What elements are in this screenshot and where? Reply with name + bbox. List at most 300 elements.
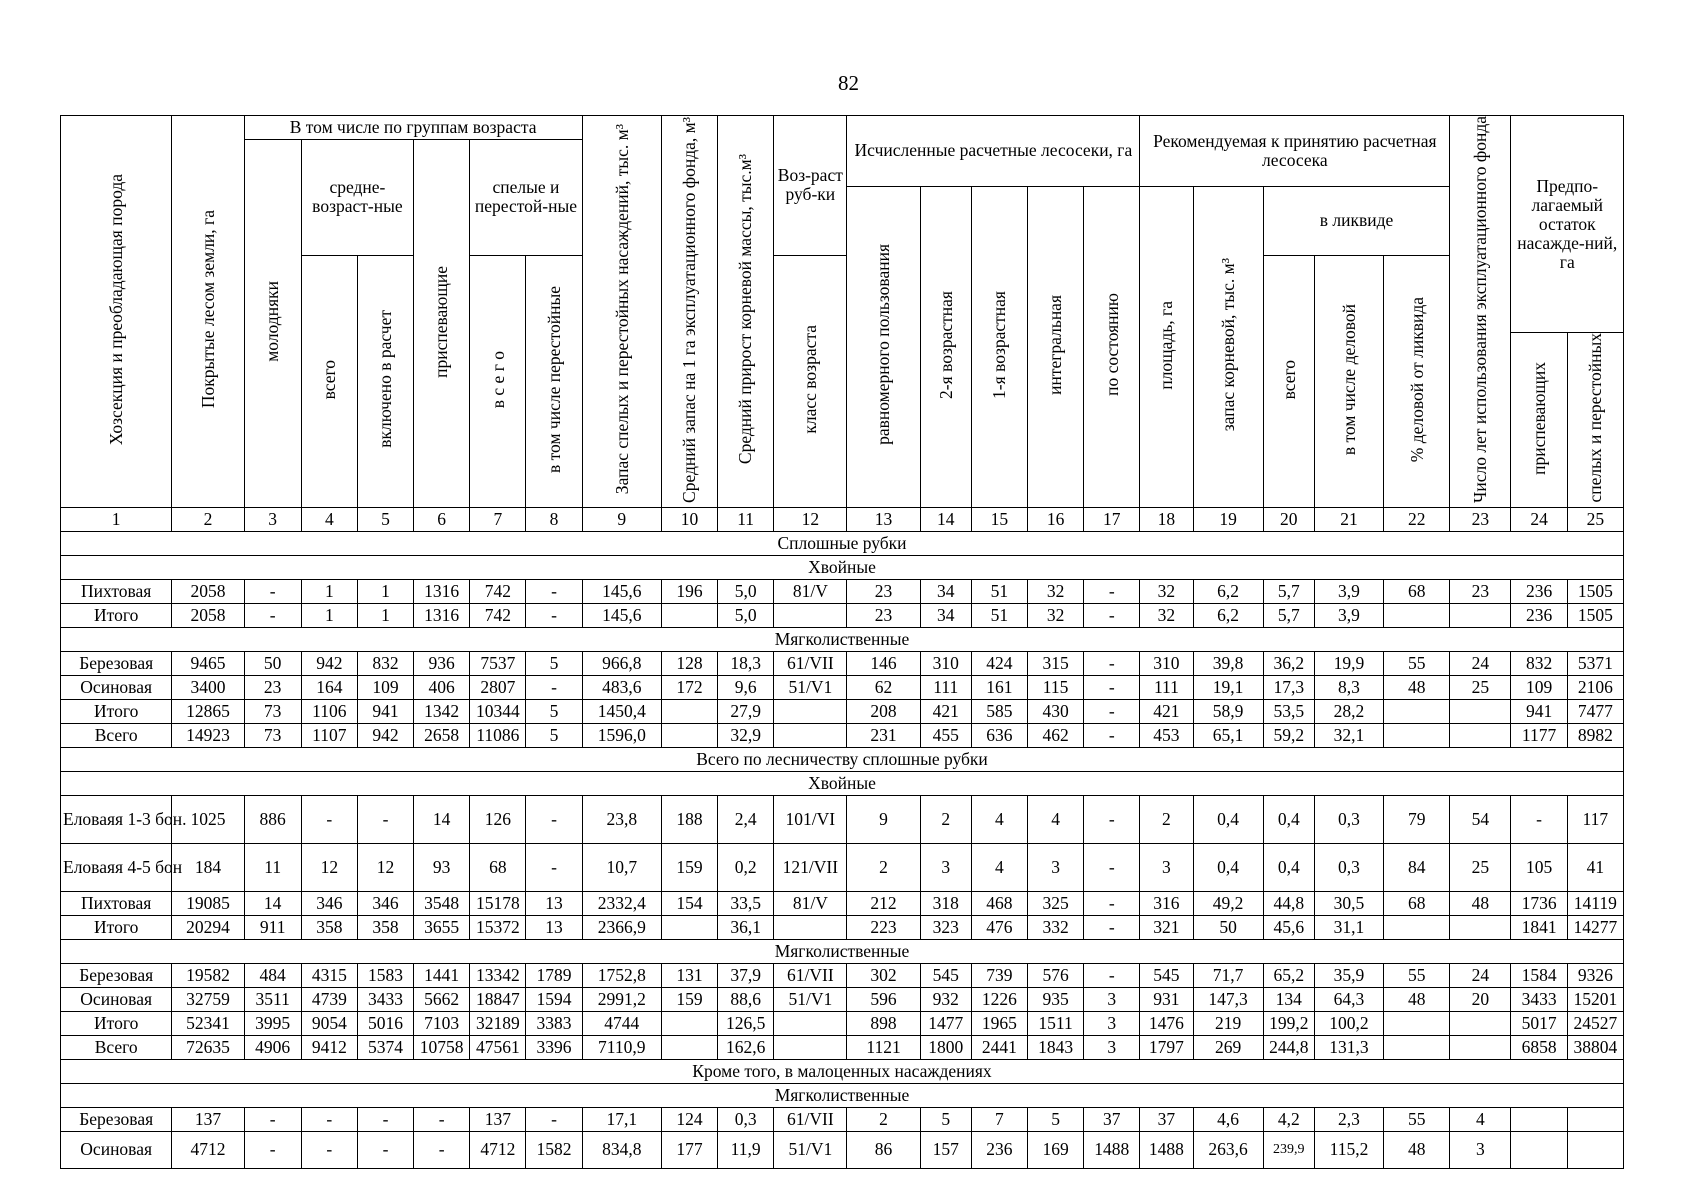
- table-cell: 1106: [301, 699, 357, 723]
- table-cell: 1342: [414, 699, 470, 723]
- table-cell: 50: [244, 651, 301, 675]
- table-cell: -: [1084, 603, 1140, 627]
- table-cell: 3: [1027, 843, 1083, 891]
- header-remaining: Предпо-лагаемый остаток насажде-ний, га: [1511, 116, 1624, 333]
- row-label: Осиновая: [61, 987, 172, 1011]
- table-cell: 9465: [172, 651, 244, 675]
- table-cell: 23,8: [582, 795, 661, 843]
- table-cell: 1505: [1567, 603, 1623, 627]
- row-label: Осиновая: [61, 675, 172, 699]
- table-cell: 484: [244, 963, 301, 987]
- table-cell: 55: [1384, 651, 1450, 675]
- table-cell: -: [301, 1131, 357, 1168]
- table-cell: 38804: [1567, 1035, 1623, 1059]
- table-header: [61, 116, 1624, 532]
- header-col-7: в с е г о: [470, 255, 526, 507]
- table-cell: 79: [1384, 795, 1450, 843]
- table-cell: 321: [1140, 915, 1193, 939]
- header-col-23: Число лет использования эксплуатационного фонда: [1450, 116, 1511, 508]
- table-cell: 9,6: [718, 675, 774, 699]
- row-label: Пихтовая: [61, 891, 172, 915]
- table-cell: 3433: [357, 987, 413, 1011]
- table-cell: 15201: [1567, 987, 1623, 1011]
- col-number: 8: [526, 507, 582, 531]
- table-cell: 545: [1140, 963, 1193, 987]
- table-cell: 34: [920, 579, 971, 603]
- table-cell: 157: [920, 1131, 971, 1168]
- col-number: 9: [582, 507, 661, 531]
- table-cell: 18847: [470, 987, 526, 1011]
- table-cell: 3: [920, 843, 971, 891]
- table-row: [61, 915, 1624, 939]
- table-cell: 332: [1027, 915, 1083, 939]
- table-cell: [1450, 723, 1511, 747]
- table-cell: [1384, 603, 1450, 627]
- table-cell: -: [1084, 579, 1140, 603]
- table-cell: 81/V: [774, 579, 847, 603]
- table-cell: 14: [244, 891, 301, 915]
- table-cell: 115,2: [1314, 1131, 1383, 1168]
- table-cell: [661, 723, 717, 747]
- page-number: 82: [838, 71, 859, 95]
- table-cell: 636: [971, 723, 1027, 747]
- table-cell: [1384, 723, 1450, 747]
- col-number: 14: [920, 507, 971, 531]
- header-age-groups: В том числе по группам возраста: [244, 116, 582, 140]
- col-number: 25: [1567, 507, 1623, 531]
- table-cell: 61/VII: [774, 963, 847, 987]
- header-col-14: 2-я возрастная: [920, 186, 971, 507]
- table-cell: 3,9: [1314, 603, 1383, 627]
- table-cell: 111: [1140, 675, 1193, 699]
- table-cell: [1567, 1131, 1623, 1168]
- table-cell: 742: [470, 579, 526, 603]
- table-cell: 476: [971, 915, 1027, 939]
- table-cell: 17,1: [582, 1107, 661, 1131]
- table-cell: 2991,2: [582, 987, 661, 1011]
- table-cell: 59,2: [1263, 723, 1314, 747]
- row-label: Итого: [61, 699, 172, 723]
- table-cell: [1450, 603, 1511, 627]
- table-cell: 942: [301, 651, 357, 675]
- row-label: Еловаяя 1-3 бон.: [61, 795, 172, 843]
- table-cell: 121/VII: [774, 843, 847, 891]
- table-cell: 9326: [1567, 963, 1623, 987]
- table-cell: 5,0: [718, 579, 774, 603]
- table-cell: [661, 1011, 717, 1035]
- header-col-11: Средний прирост корневой массы, тыс.м³: [718, 116, 774, 508]
- table-cell: 65,2: [1263, 963, 1314, 987]
- table-cell: -: [1084, 675, 1140, 699]
- table-cell: 126: [470, 795, 526, 843]
- table-cell: 73: [244, 699, 301, 723]
- table-cell: 931: [1140, 987, 1193, 1011]
- table-cell: 54: [1450, 795, 1511, 843]
- subsection-title: Хвойные: [61, 555, 1624, 579]
- header-col-9: Запас спелых и перестойных насаждений, тыс. м³: [582, 116, 661, 508]
- row-label: Березовая: [61, 651, 172, 675]
- table-cell: 64,3: [1314, 987, 1383, 1011]
- table-cell: 13: [526, 915, 582, 939]
- table-cell: 596: [847, 987, 920, 1011]
- header-col-13: равномерного пользования: [847, 186, 920, 507]
- table-cell: 2: [1140, 795, 1193, 843]
- col-number: 15: [971, 507, 1027, 531]
- table-cell: 6,2: [1193, 579, 1263, 603]
- table-cell: [1450, 1011, 1511, 1035]
- col-number: 13: [847, 507, 920, 531]
- table-cell: 2658: [414, 723, 470, 747]
- table-cell: 453: [1140, 723, 1193, 747]
- col-number: 7: [470, 507, 526, 531]
- table-cell: 2058: [172, 579, 244, 603]
- col-number: 1: [61, 507, 172, 531]
- header-col-3: молодняки: [244, 140, 301, 508]
- table-cell: -: [244, 1131, 301, 1168]
- col-number: 18: [1140, 507, 1193, 531]
- row-label: Еловаяя 4-5 бон: [61, 843, 172, 891]
- subsection-title: Мягколиственные: [61, 627, 1624, 651]
- table-cell: 51/V1: [774, 1131, 847, 1168]
- table-cell: 65,1: [1193, 723, 1263, 747]
- table-cell: 7103: [414, 1011, 470, 1035]
- table-cell: 58,9: [1193, 699, 1263, 723]
- column-number-row: [61, 507, 1624, 531]
- table-cell: 48: [1384, 675, 1450, 699]
- table-cell: 1965: [971, 1011, 1027, 1035]
- table-cell: 50: [1193, 915, 1263, 939]
- col-number: 10: [661, 507, 717, 531]
- table-cell: 1450,4: [582, 699, 661, 723]
- row-label: Всего: [61, 723, 172, 747]
- row-label: Итого: [61, 603, 172, 627]
- table-cell: 145,6: [582, 603, 661, 627]
- table-cell: 0,4: [1263, 843, 1314, 891]
- table-cell: 4906: [244, 1035, 301, 1059]
- table-cell: 23: [244, 675, 301, 699]
- header-col-1: Хозсекция и преобладающая порода: [61, 116, 172, 508]
- table-cell: 126,5: [718, 1011, 774, 1035]
- table-cell: 1441: [414, 963, 470, 987]
- table-cell: -: [357, 1131, 413, 1168]
- table-cell: -: [244, 1107, 301, 1131]
- table-cell: 0,4: [1193, 795, 1263, 843]
- table-cell: 5: [1027, 1107, 1083, 1131]
- table-cell: 3995: [244, 1011, 301, 1035]
- table-cell: [1384, 1011, 1450, 1035]
- table-cell: [1384, 699, 1450, 723]
- table-cell: 4: [1027, 795, 1083, 843]
- table-cell: 55: [1384, 1107, 1450, 1131]
- row-label: Всего: [61, 1035, 172, 1059]
- table-cell: 231: [847, 723, 920, 747]
- header-col-20: всего: [1263, 255, 1314, 507]
- table-cell: 55: [1384, 963, 1450, 987]
- table-cell: -: [1084, 915, 1140, 939]
- table-cell: 7110,9: [582, 1035, 661, 1059]
- table-cell: 462: [1027, 723, 1083, 747]
- table-cell: 5: [526, 699, 582, 723]
- table-cell: 3: [1084, 1035, 1140, 1059]
- table-cell: 14119: [1567, 891, 1623, 915]
- table-cell: 15178: [470, 891, 526, 915]
- table-cell: 2058: [172, 603, 244, 627]
- table-cell: 5374: [357, 1035, 413, 1059]
- table-cell: 68: [1384, 891, 1450, 915]
- table-cell: 5016: [357, 1011, 413, 1035]
- table-cell: 68: [1384, 579, 1450, 603]
- table-cell: -: [414, 1107, 470, 1131]
- header-col-16: интегральная: [1027, 186, 1083, 507]
- header-col-6: приспевающие: [414, 140, 470, 508]
- table-cell: 71,7: [1193, 963, 1263, 987]
- table-cell: 7: [971, 1107, 1027, 1131]
- table-cell: 24: [1450, 963, 1511, 987]
- table-cell: 2: [847, 1107, 920, 1131]
- table-cell: 32: [1140, 579, 1193, 603]
- table-cell: 3396: [526, 1035, 582, 1059]
- table-cell: 4: [971, 843, 1027, 891]
- table-cell: 2,4: [718, 795, 774, 843]
- table-cell: 147,3: [1193, 987, 1263, 1011]
- table-cell: 4: [971, 795, 1027, 843]
- table-cell: 269: [1193, 1035, 1263, 1059]
- table-cell: 742: [470, 603, 526, 627]
- table-row: [61, 1107, 1624, 1131]
- forest-cutting-table: [60, 115, 1624, 1169]
- table-cell: 1789: [526, 963, 582, 987]
- table-cell: 832: [1511, 651, 1567, 675]
- table-cell: 23: [847, 579, 920, 603]
- table-cell: 137: [172, 1107, 244, 1131]
- header-col-5: включено в расчет: [357, 255, 413, 507]
- table-cell: 1476: [1140, 1011, 1193, 1035]
- table-cell: 11: [244, 843, 301, 891]
- table-cell: 1594: [526, 987, 582, 1011]
- row-label: Березовая: [61, 1107, 172, 1131]
- table-cell: [661, 603, 717, 627]
- table-row: [61, 603, 1624, 627]
- table-cell: [1384, 915, 1450, 939]
- table-cell: 61/VII: [774, 651, 847, 675]
- table-cell: [774, 915, 847, 939]
- table-cell: 27,9: [718, 699, 774, 723]
- table-cell: 124: [661, 1107, 717, 1131]
- table-cell: 0,4: [1193, 843, 1263, 891]
- table-cell: 5017: [1511, 1011, 1567, 1035]
- table-cell: 24: [1450, 651, 1511, 675]
- table-cell: 117: [1567, 795, 1623, 843]
- table-cell: 134: [1263, 987, 1314, 1011]
- table-cell: [661, 699, 717, 723]
- table-cell: 51/V1: [774, 987, 847, 1011]
- table-cell: [774, 699, 847, 723]
- table-cell: 346: [301, 891, 357, 915]
- table-cell: 51: [971, 579, 1027, 603]
- table-cell: 115: [1027, 675, 1083, 699]
- section-title: Кроме того, в малоценных насаждениях: [61, 1059, 1624, 1083]
- table-cell: 19582: [172, 963, 244, 987]
- row-label: Березовая: [61, 963, 172, 987]
- table-cell: 0,4: [1263, 795, 1314, 843]
- table-cell: [774, 603, 847, 627]
- table-cell: 1596,0: [582, 723, 661, 747]
- table-cell: 3: [1450, 1131, 1511, 1168]
- header-col-15: 1-я возрастная: [971, 186, 1027, 507]
- table-cell: 4,2: [1263, 1107, 1314, 1131]
- table-row: [61, 1011, 1624, 1035]
- table-cell: -: [1084, 795, 1140, 843]
- col-number: 4: [301, 507, 357, 531]
- table-cell: 169: [1027, 1131, 1083, 1168]
- table-cell: 14923: [172, 723, 244, 747]
- table-cell: 310: [920, 651, 971, 675]
- table-cell: 13342: [470, 963, 526, 987]
- table-cell: 131,3: [1314, 1035, 1383, 1059]
- table-cell: 4,6: [1193, 1107, 1263, 1131]
- table-cell: 1583: [357, 963, 413, 987]
- table-cell: [774, 723, 847, 747]
- table-cell: 1226: [971, 987, 1027, 1011]
- table-cell: 4744: [582, 1011, 661, 1035]
- table-cell: [661, 915, 717, 939]
- table-cell: 10344: [470, 699, 526, 723]
- col-number: 5: [357, 507, 413, 531]
- table-cell: -: [301, 1107, 357, 1131]
- header-col-12: класс возраста: [774, 255, 847, 507]
- table-cell: 109: [357, 675, 413, 699]
- table-cell: 6,2: [1193, 603, 1263, 627]
- table-cell: 315: [1027, 651, 1083, 675]
- table-row: [61, 675, 1624, 699]
- table-cell: 13: [526, 891, 582, 915]
- table-cell: 1841: [1511, 915, 1567, 939]
- table-row: [61, 843, 1624, 891]
- row-label: Пихтовая: [61, 579, 172, 603]
- table-cell: 358: [301, 915, 357, 939]
- table-cell: [1450, 1035, 1511, 1059]
- table-cell: 316: [1140, 891, 1193, 915]
- table-cell: 161: [971, 675, 1027, 699]
- table-cell: 318: [920, 891, 971, 915]
- table-cell: 421: [920, 699, 971, 723]
- table-cell: 0,3: [1314, 795, 1383, 843]
- table-cell: 100,2: [1314, 1011, 1383, 1035]
- table-cell: 4: [1450, 1107, 1511, 1131]
- table-cell: 101/VI: [774, 795, 847, 843]
- table-cell: 936: [414, 651, 470, 675]
- table-cell: 52341: [172, 1011, 244, 1035]
- col-number: 11: [718, 507, 774, 531]
- table-cell: 184: [172, 843, 244, 891]
- table-cell: 164: [301, 675, 357, 699]
- table-cell: 93: [414, 843, 470, 891]
- table-cell: 886: [244, 795, 301, 843]
- col-number: 3: [244, 507, 301, 531]
- table-cell: -: [301, 795, 357, 843]
- header-mature: спелые и перестой-ные: [470, 140, 582, 256]
- table-cell: 0,3: [718, 1107, 774, 1131]
- table-cell: 1477: [920, 1011, 971, 1035]
- table-cell: 832: [357, 651, 413, 675]
- table-cell: 36,1: [718, 915, 774, 939]
- table-cell: -: [526, 603, 582, 627]
- table-cell: 51: [971, 603, 1027, 627]
- table-cell: -: [526, 579, 582, 603]
- table-cell: 406: [414, 675, 470, 699]
- table-cell: 31,1: [1314, 915, 1383, 939]
- table-cell: 3655: [414, 915, 470, 939]
- table-cell: 2,3: [1314, 1107, 1383, 1131]
- table-cell: 0,2: [718, 843, 774, 891]
- table-cell: 1: [301, 603, 357, 627]
- table-cell: 2332,4: [582, 891, 661, 915]
- table-cell: -: [357, 795, 413, 843]
- table-cell: -: [244, 603, 301, 627]
- table-cell: 1107: [301, 723, 357, 747]
- table-cell: 1: [301, 579, 357, 603]
- table-cell: 48: [1384, 987, 1450, 1011]
- table-cell: 2441: [971, 1035, 1027, 1059]
- table-cell: 17,3: [1263, 675, 1314, 699]
- table-cell: 1025: [172, 795, 244, 843]
- table-cell: 9: [847, 795, 920, 843]
- table-cell: [1567, 1107, 1623, 1131]
- table-cell: 1488: [1140, 1131, 1193, 1168]
- table-cell: 20: [1450, 987, 1511, 1011]
- table-cell: 5: [526, 651, 582, 675]
- table-cell: 14: [414, 795, 470, 843]
- table-cell: 5662: [414, 987, 470, 1011]
- table-cell: 302: [847, 963, 920, 987]
- table-cell: 1488: [1084, 1131, 1140, 1168]
- section-title: Сплошные рубки: [61, 531, 1624, 555]
- table-cell: 223: [847, 915, 920, 939]
- table-cell: 32: [1027, 603, 1083, 627]
- header-col-18: площадь, га: [1140, 186, 1193, 507]
- table-row: [61, 795, 1624, 843]
- table-cell: 1505: [1567, 579, 1623, 603]
- table-cell: 430: [1027, 699, 1083, 723]
- table-cell: 36,2: [1263, 651, 1314, 675]
- table-cell: 88,6: [718, 987, 774, 1011]
- table-cell: 421: [1140, 699, 1193, 723]
- table-cell: 4712: [470, 1131, 526, 1168]
- table-row: [61, 891, 1624, 915]
- table-cell: 19,1: [1193, 675, 1263, 699]
- table-cell: 212: [847, 891, 920, 915]
- header-calc-areas: Исчисленные расчетные лесосеки, га: [847, 116, 1140, 187]
- col-number: 21: [1314, 507, 1383, 531]
- table-cell: 162,6: [718, 1035, 774, 1059]
- table-cell: 244,8: [1263, 1035, 1314, 1059]
- table-cell: 2106: [1567, 675, 1623, 699]
- table-cell: 68: [470, 843, 526, 891]
- table-cell: -: [357, 1107, 413, 1131]
- table-cell: 39,8: [1193, 651, 1263, 675]
- table-cell: 1316: [414, 603, 470, 627]
- table-cell: 941: [357, 699, 413, 723]
- table-cell: 32189: [470, 1011, 526, 1035]
- subsection-title: Мягколиственные: [61, 939, 1624, 963]
- table-cell: 154: [661, 891, 717, 915]
- header-cutting-age: Воз-раст руб-ки: [774, 116, 847, 256]
- table-cell: 323: [920, 915, 971, 939]
- table-cell: 1843: [1027, 1035, 1083, 1059]
- table-cell: -: [526, 795, 582, 843]
- header-liquid: в ликвиде: [1263, 186, 1450, 255]
- table-cell: 1800: [920, 1035, 971, 1059]
